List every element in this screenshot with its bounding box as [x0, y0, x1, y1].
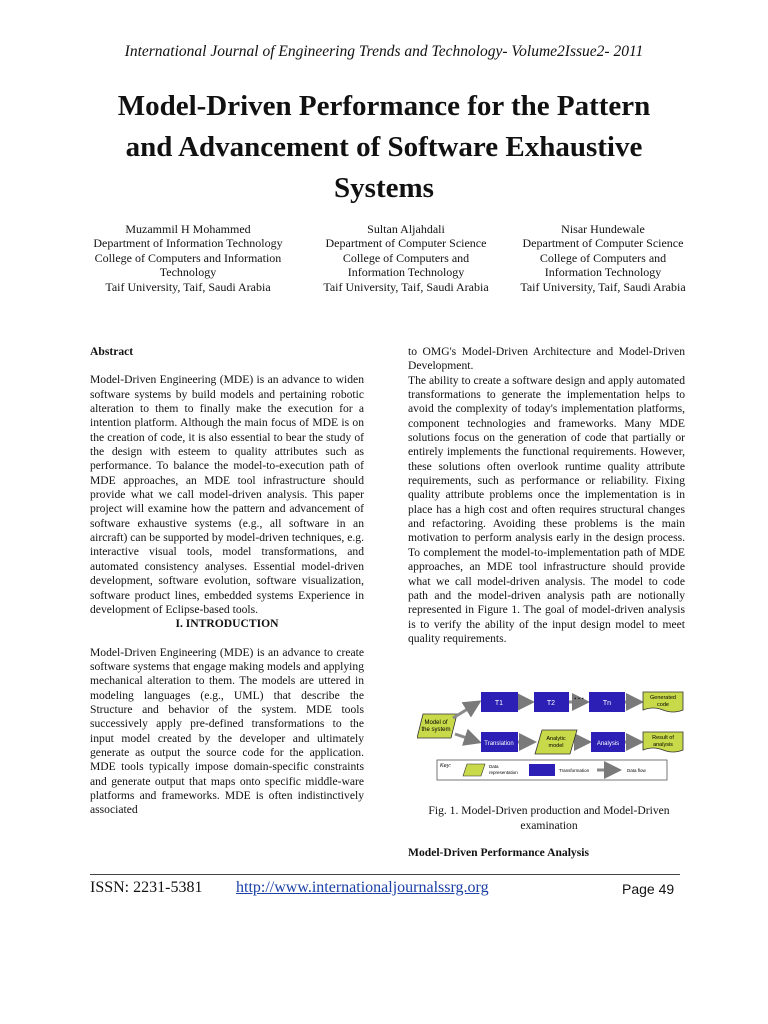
author-2 [306, 222, 506, 294]
title-line: Model-Driven Performance for the Pattern [117, 90, 651, 122]
author-name: Nisar Hundewale [561, 222, 645, 236]
figure-legend [437, 760, 667, 780]
author-college: College of Computers and [539, 250, 667, 265]
ellipsis: … [573, 690, 585, 702]
author-1 [72, 222, 304, 294]
legend-flow-label: Data flow [627, 768, 646, 773]
svg-text:code: code [657, 702, 669, 708]
generated-code-node [643, 692, 683, 712]
section-subheading: Model-Driven Performance Analysis [408, 846, 589, 859]
data-flow-arrow [455, 734, 479, 742]
author-college: Information Technology [544, 265, 662, 280]
transformation-t1-node [481, 692, 518, 712]
analysis-node [591, 732, 625, 752]
author-college: Technology [159, 265, 217, 280]
svg-text:T1: T1 [494, 700, 504, 707]
footer-divider [90, 874, 680, 875]
svg-text:analysis: analysis [653, 742, 673, 748]
author-dept: Department of Computer Science [522, 236, 684, 251]
paper-title [60, 86, 708, 209]
svg-text:Result of: Result of [652, 735, 674, 741]
title-line: Systems [334, 172, 434, 204]
analytic-model-node [535, 730, 577, 754]
svg-text:Analytic: Analytic [546, 736, 566, 742]
svg-text:Analysis: Analysis [596, 741, 620, 747]
author-name: Muzammil H Mohammed [125, 222, 251, 236]
left-column [90, 345, 364, 818]
author-dept: Department of Information Technology [93, 236, 283, 251]
author-name: Sultan Aljahdali [367, 222, 445, 236]
abstract-text: Model-Driven Engineering (MDE) is an advance to widen software systems by build models and pertaining robotic alteration to them to finally make the execution for a intention platform. Although the main focus of MDE is on the creation of code, it is also essential to bear the study of the design with esteem to quality attributes such as performance. To balance the model-to-execution path of MDE approaches, an MDE tool infrastructure should provide what we call model-driven analysis. This paper project will examine how the pattern and advancement of software exhaustive systems (e.g., all software in an aircraft) can be supported by model-driven techniques, e.g. interactive visual tools, model transformations, and automated consistency analyses. Essential model-driven development, software evolution, software visualization, software product lines, embedded systems Experience in development of Eclipse-based tools. [90, 373, 364, 616]
svg-text:Tn: Tn [602, 700, 612, 707]
journal-header: International Journal of Engineering Trends and Technology- Volume2Issue2- 2011 [124, 43, 644, 60]
model-label: the system [421, 727, 451, 733]
transformation-tn-node [589, 692, 625, 712]
author-university: Taif University, Taif, Saudi Arabia [323, 279, 489, 294]
introduction-text: Model-Driven Engineering (MDE) is an advance to create software systems that engage making models and applying mechanical alteration to them. The models are uttered in modeling languages (e.g., UML) that describe the Structure and behavior of the system. MDE tools successively apply pre-defined transformations to the input model created by the developer and ultimately generate as output the source code for the application. MDE tools typically impose domain-specific constraints and generate output that maps onto specific middle-ware platforms and frameworks. MDE is often indistinctively associated [90, 645, 364, 817]
svg-text:Translation: Translation [484, 741, 514, 747]
author-dept: Department of Computer Science [325, 236, 487, 251]
legend-transform-swatch [529, 764, 555, 776]
figure-caption: Fig. 1. Model-Driven production and Model-Driven examination [428, 804, 670, 832]
svg-text:model: model [548, 743, 564, 749]
author-college: College of Computers and Information [94, 250, 282, 265]
author-college: Information Technology [347, 265, 465, 280]
author-university: Taif University, Taif, Saudi Arabia [105, 279, 271, 294]
svg-text:Generated: Generated [650, 695, 676, 701]
author-university: Taif University, Taif, Saudi Arabia [520, 279, 686, 294]
legend-data-label: representation [489, 770, 518, 775]
legend-transform-label: Transformation [559, 768, 590, 773]
footer-url-link[interactable]: http://www.internationaljournalssrg.org [236, 879, 489, 896]
author-college: College of Computers and [342, 250, 470, 265]
result-of-analysis-node [643, 732, 683, 752]
transformation-t2-node [534, 692, 569, 712]
translation-node [481, 732, 518, 752]
data-flow-arrow [453, 702, 479, 718]
right-column [408, 345, 685, 646]
body-paragraph: to OMG's Model-Driven Architecture and Model-Driven Development. [408, 345, 685, 373]
section-heading-introduction: I. INTRODUCTION [175, 617, 279, 631]
page-number: Page 49 [622, 881, 675, 897]
author-3 [508, 222, 698, 294]
footer-issn: ISSN: 2231-5381 [90, 879, 203, 896]
svg-text:T2: T2 [546, 700, 556, 707]
legend-data-label: Data [489, 764, 499, 769]
abstract-heading: Abstract [90, 345, 134, 358]
title-line: and Advancement of Software Exhaustive [125, 131, 643, 163]
model-of-system-node [417, 714, 457, 738]
figure-1-diagram [417, 690, 685, 782]
legend-data-swatch [463, 764, 485, 776]
body-paragraph: The ability to create a software design and apply automated transformations to generate the implementation helps to avoid the complexity of today's implementation platforms, component technologies and frameworks. Many MDE solutions focus on the generation of code that partially or entirely implements the functional requirements. However, these solutions often overlook runtime quality attribute requirements, such as performance or reliability. Fixing quality attribute problems once the implementation is in place has a high cost and often requires structural changes and refactoring. Avoiding these problems is the main motivation to perform analysis early in the design process. To complement the model-to-implementation path of MDE approaches, an MDE tool infrastructure should provide what we call model-driven analysis. The model to code path and the model-driven analysis path are notionally represented in Figure 1. The goal of model-driven analysis is to verify the ability of the input design model to meet quality requirements. [408, 373, 685, 645]
model-label: Model of [424, 720, 448, 726]
legend-key-label: Key: [440, 763, 452, 769]
